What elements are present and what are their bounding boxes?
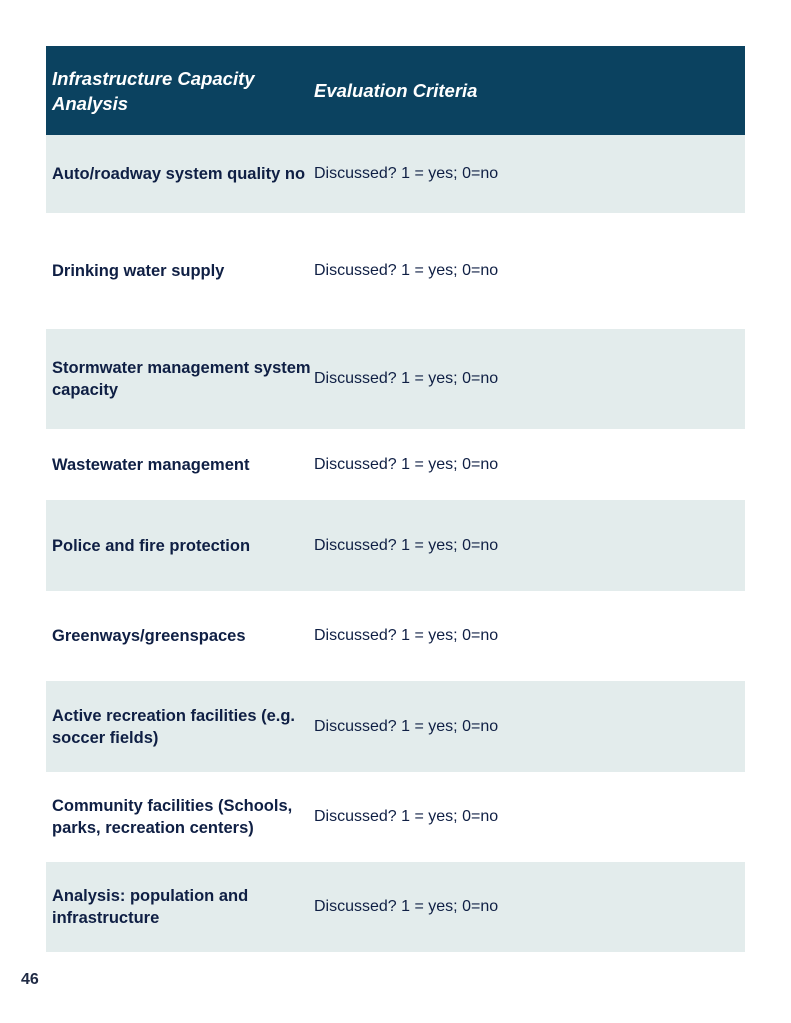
header-infrastructure-capacity-analysis: Infrastructure Capacity Analysis bbox=[52, 67, 255, 114]
row-criteria: Discussed? 1 = yes; 0=no bbox=[314, 370, 499, 387]
table-row bbox=[46, 500, 745, 591]
row-label: Greenways/greenspaces bbox=[52, 627, 246, 645]
row-label: Community facilities (Schools, parks, recreation centers) bbox=[52, 797, 293, 837]
row-label: Wastewater management bbox=[52, 455, 250, 474]
table-row bbox=[46, 429, 745, 500]
row-label: Police and fire protection bbox=[52, 536, 251, 555]
row-criteria: Discussed? 1 = yes; 0=no bbox=[314, 455, 499, 473]
row-label: Stormwater management system capacity bbox=[52, 359, 311, 399]
row-criteria: Discussed? 1 = yes; 0=no bbox=[314, 717, 499, 735]
table-header-row bbox=[46, 46, 745, 135]
row-label: Analysis: population and infrastructure bbox=[52, 887, 249, 927]
row-criteria: Discussed? 1 = yes; 0=no bbox=[314, 627, 499, 644]
row-label: Active recreation facilities (e.g. soccer fields) bbox=[52, 706, 296, 747]
row-criteria: Discussed? 1 = yes; 0=no bbox=[314, 898, 499, 915]
table-row bbox=[46, 591, 745, 681]
page-number: 46 bbox=[21, 971, 39, 988]
table-row bbox=[46, 862, 745, 952]
header-evaluation-criteria: Evaluation Criteria bbox=[314, 80, 478, 101]
table-row bbox=[46, 213, 745, 329]
row-label: Drinking water supply bbox=[52, 262, 225, 280]
row-label: Auto/roadway system quality no bbox=[52, 165, 306, 183]
table-row bbox=[46, 772, 745, 862]
row-criteria: Discussed? 1 = yes; 0=no bbox=[314, 165, 499, 182]
row-criteria: Discussed? 1 = yes; 0=no bbox=[314, 262, 499, 279]
row-criteria: Discussed? 1 = yes; 0=no bbox=[314, 536, 499, 554]
evaluation-table bbox=[46, 46, 745, 952]
table-row bbox=[46, 135, 745, 213]
row-criteria: Discussed? 1 = yes; 0=no bbox=[314, 808, 499, 825]
table-row bbox=[46, 329, 745, 429]
table-row bbox=[46, 681, 745, 772]
